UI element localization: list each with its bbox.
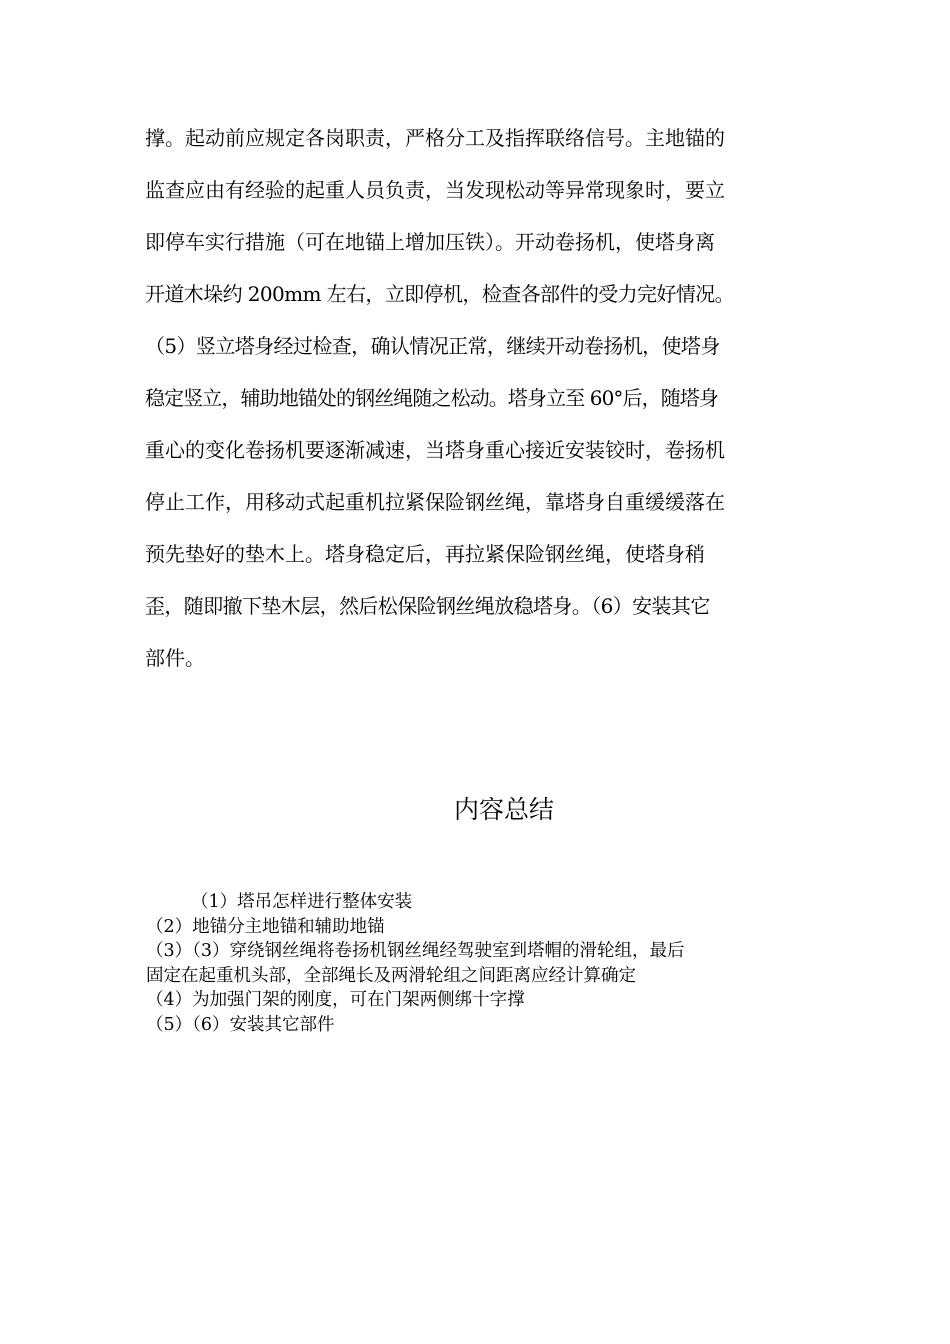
summary-item: （1）塔吊怎样进行整体安装: [191, 892, 413, 912]
body-line: 稳定竖立，辅助地锚处的钢丝绳随之松动。塔身立至 60°后，随塔身: [145, 386, 719, 410]
body-line: 歪，随即撤下垫木层，然后松保险钢丝绳放稳塔身。（6）安装其它: [145, 594, 710, 618]
body-line: 撑。起动前应规定各岗职责，严格分工及指挥联络信号。主地锚的: [145, 126, 725, 150]
body-line: 即停车实行措施（可在地锚上增加压铁）。开动卷扬机，使塔身离: [145, 230, 715, 254]
body-line: 停止工作，用移动式起重机拉紧保险钢丝绳，靠塔身自重缓缓落在: [145, 490, 725, 514]
summary-item: （5）（6）安装其它部件: [146, 1014, 335, 1035]
body-line: 预先垫好的垫木上。塔身稳定后，再拉紧保险钢丝绳，使塔身稍: [145, 542, 705, 566]
summary-item: （2）地锚分主地锚和辅助地锚: [146, 916, 385, 937]
summary-title: 内容总结: [453, 795, 554, 824]
body-line: 部件。: [145, 646, 205, 670]
body-line: 重心的变化卷扬机要逐渐减速，当塔身重心接近安装铰时，卷扬机: [145, 438, 725, 462]
body-line: 开道木垛约 200mm 左右，立即停机，检查各部件的受力完好情况。: [145, 282, 735, 306]
body-line: 监查应由有经验的起重人员负责，当发现松动等异常现象时，要立: [145, 178, 725, 202]
summary-item: （4）为加强门架的刚度，可在门架两侧绑十字撑: [146, 990, 525, 1010]
summary-item: 固定在起重机头部，全部绳长及两滑轮组之间距离应经计算确定: [146, 965, 636, 986]
summary-list: [146, 890, 806, 1037]
summary-item: （3）（3）穿绕钢丝绳将卷扬机钢丝绳经驾驶室到塔帽的滑轮组，最后: [146, 941, 685, 961]
body-line: （5）竖立塔身经过检查，确认情况正常，继续开动卷扬机，使塔身: [145, 334, 720, 358]
body-paragraph: [145, 118, 813, 690]
